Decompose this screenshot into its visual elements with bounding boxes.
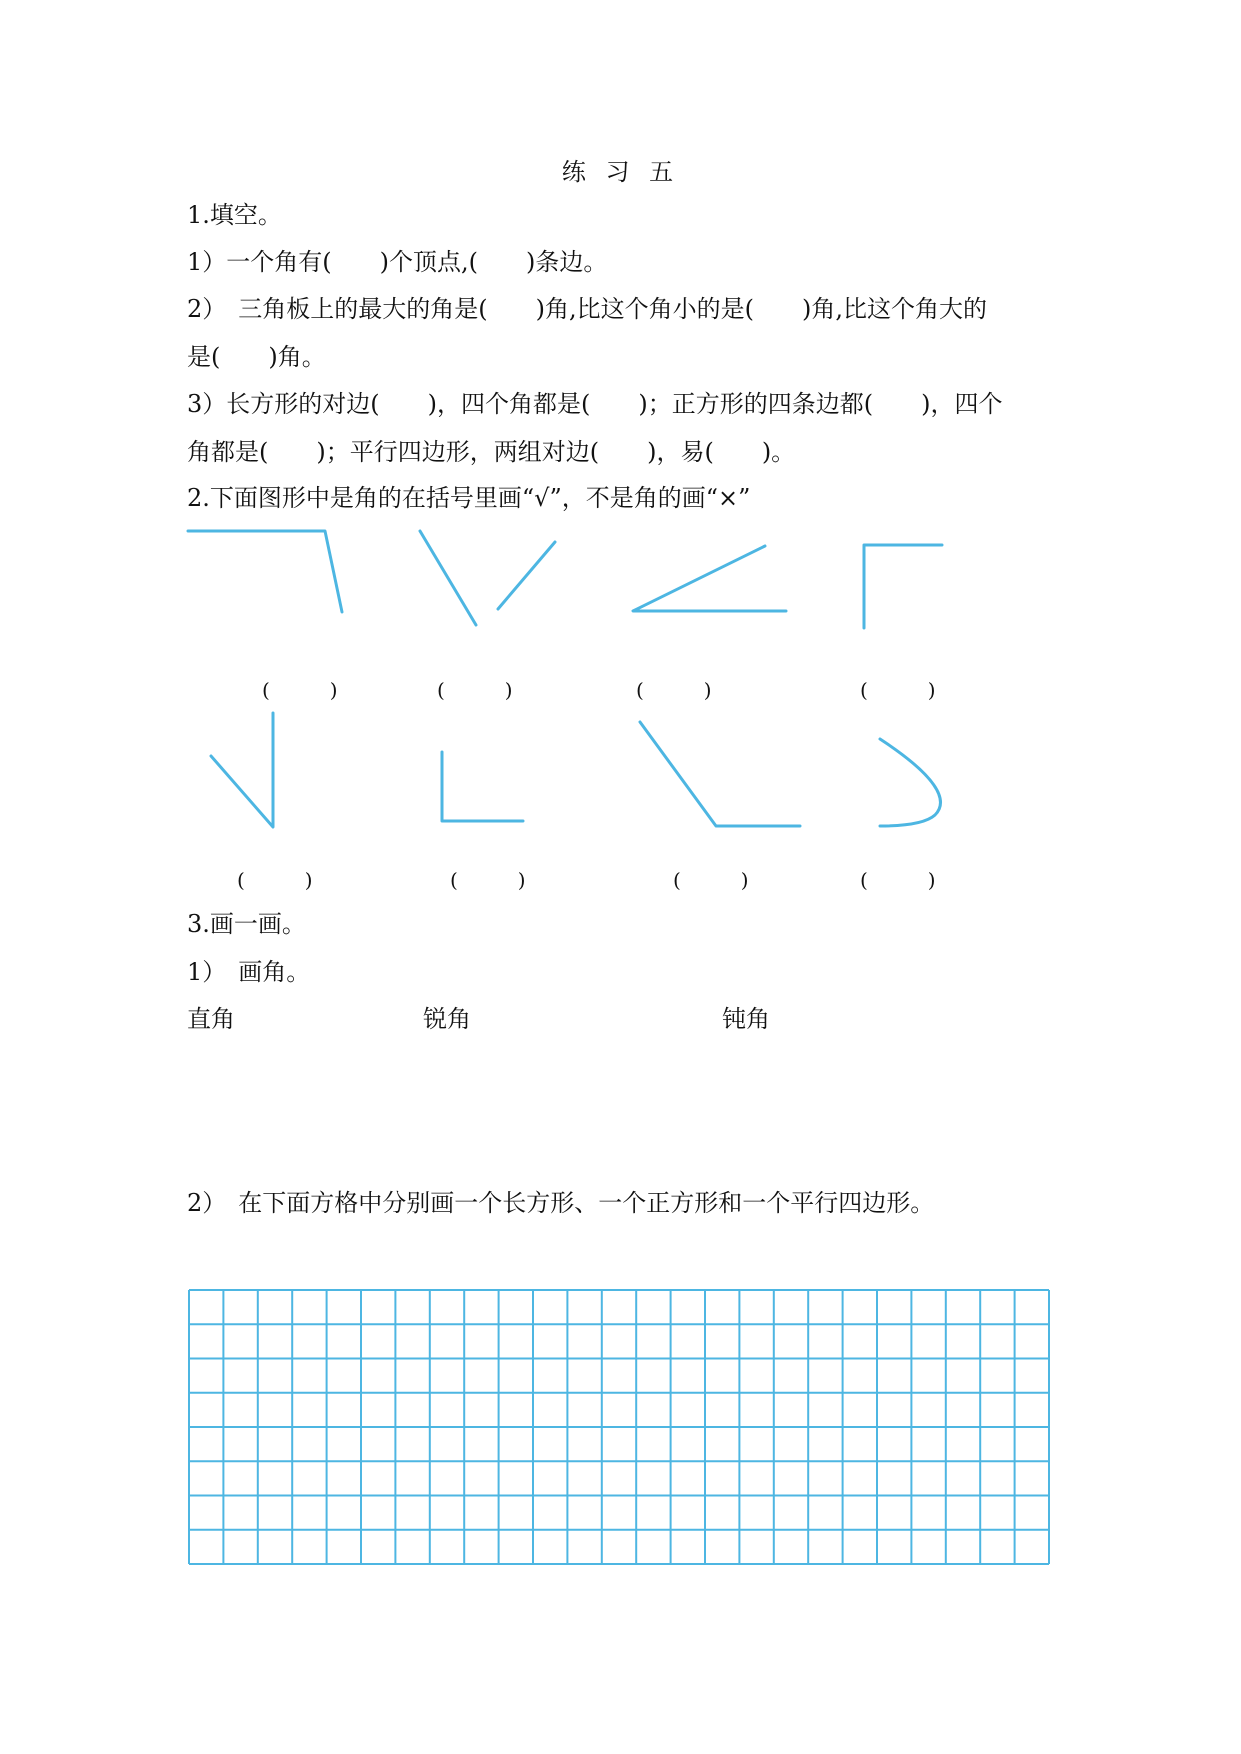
- q3-heading: 3.画一画。: [187, 910, 306, 938]
- figure-6: [442, 752, 523, 821]
- figure-7: [640, 722, 800, 826]
- answer-paren-7[interactable]: ( ): [673, 868, 749, 892]
- figure-2a: [420, 531, 476, 625]
- acute-angle-label: 锐角: [423, 1005, 471, 1033]
- answer-paren-2[interactable]: ( ): [437, 678, 513, 702]
- drawing-grid[interactable]: [188, 1289, 1050, 1565]
- q1-item2-line2: 是( )角。: [187, 343, 326, 371]
- answer-paren-1[interactable]: ( ): [262, 678, 338, 702]
- q3-sub2: 2） 在下面方格中分别画一个长方形、一个正方形和一个平行四边形。: [187, 1189, 935, 1217]
- answer-paren-4[interactable]: ( ): [860, 678, 936, 702]
- q1-item3-line1: 3）长方形的对边( )，四个角都是( )；正方形的四条边都( )，四个: [187, 390, 1003, 418]
- q1-item1: 1）一个角有( )个顶点,( )条边。: [187, 248, 608, 276]
- figure-2b: [498, 542, 555, 609]
- q3-sub1: 1） 画角。: [187, 958, 311, 986]
- answer-paren-3[interactable]: ( ): [636, 678, 712, 702]
- right-angle-label: 直角: [187, 1005, 235, 1033]
- answer-paren-6[interactable]: ( ): [450, 868, 526, 892]
- figure-5: [211, 713, 273, 827]
- q1-item2-line1: 2） 三角板上的最大的角是( )角,比这个角小的是( )角,比这个角大的: [187, 295, 987, 323]
- figure-1: [188, 531, 342, 612]
- page-title: 练 习 五: [561, 158, 680, 186]
- answer-paren-8[interactable]: ( ): [860, 868, 936, 892]
- answer-paren-5[interactable]: ( ): [237, 868, 313, 892]
- q1-heading: 1.填空。: [187, 201, 282, 229]
- obtuse-angle-label: 钝角: [722, 1005, 770, 1033]
- figure-4: [864, 545, 942, 628]
- q2-heading: 2.下面图形中是角的在括号里画“√”，不是角的画“×”: [187, 484, 751, 512]
- figure-8: [880, 739, 940, 826]
- q1-item3-line2: 角都是( )；平行四边形，两组对边( )，易( )。: [187, 438, 796, 466]
- figure-3: [633, 546, 786, 611]
